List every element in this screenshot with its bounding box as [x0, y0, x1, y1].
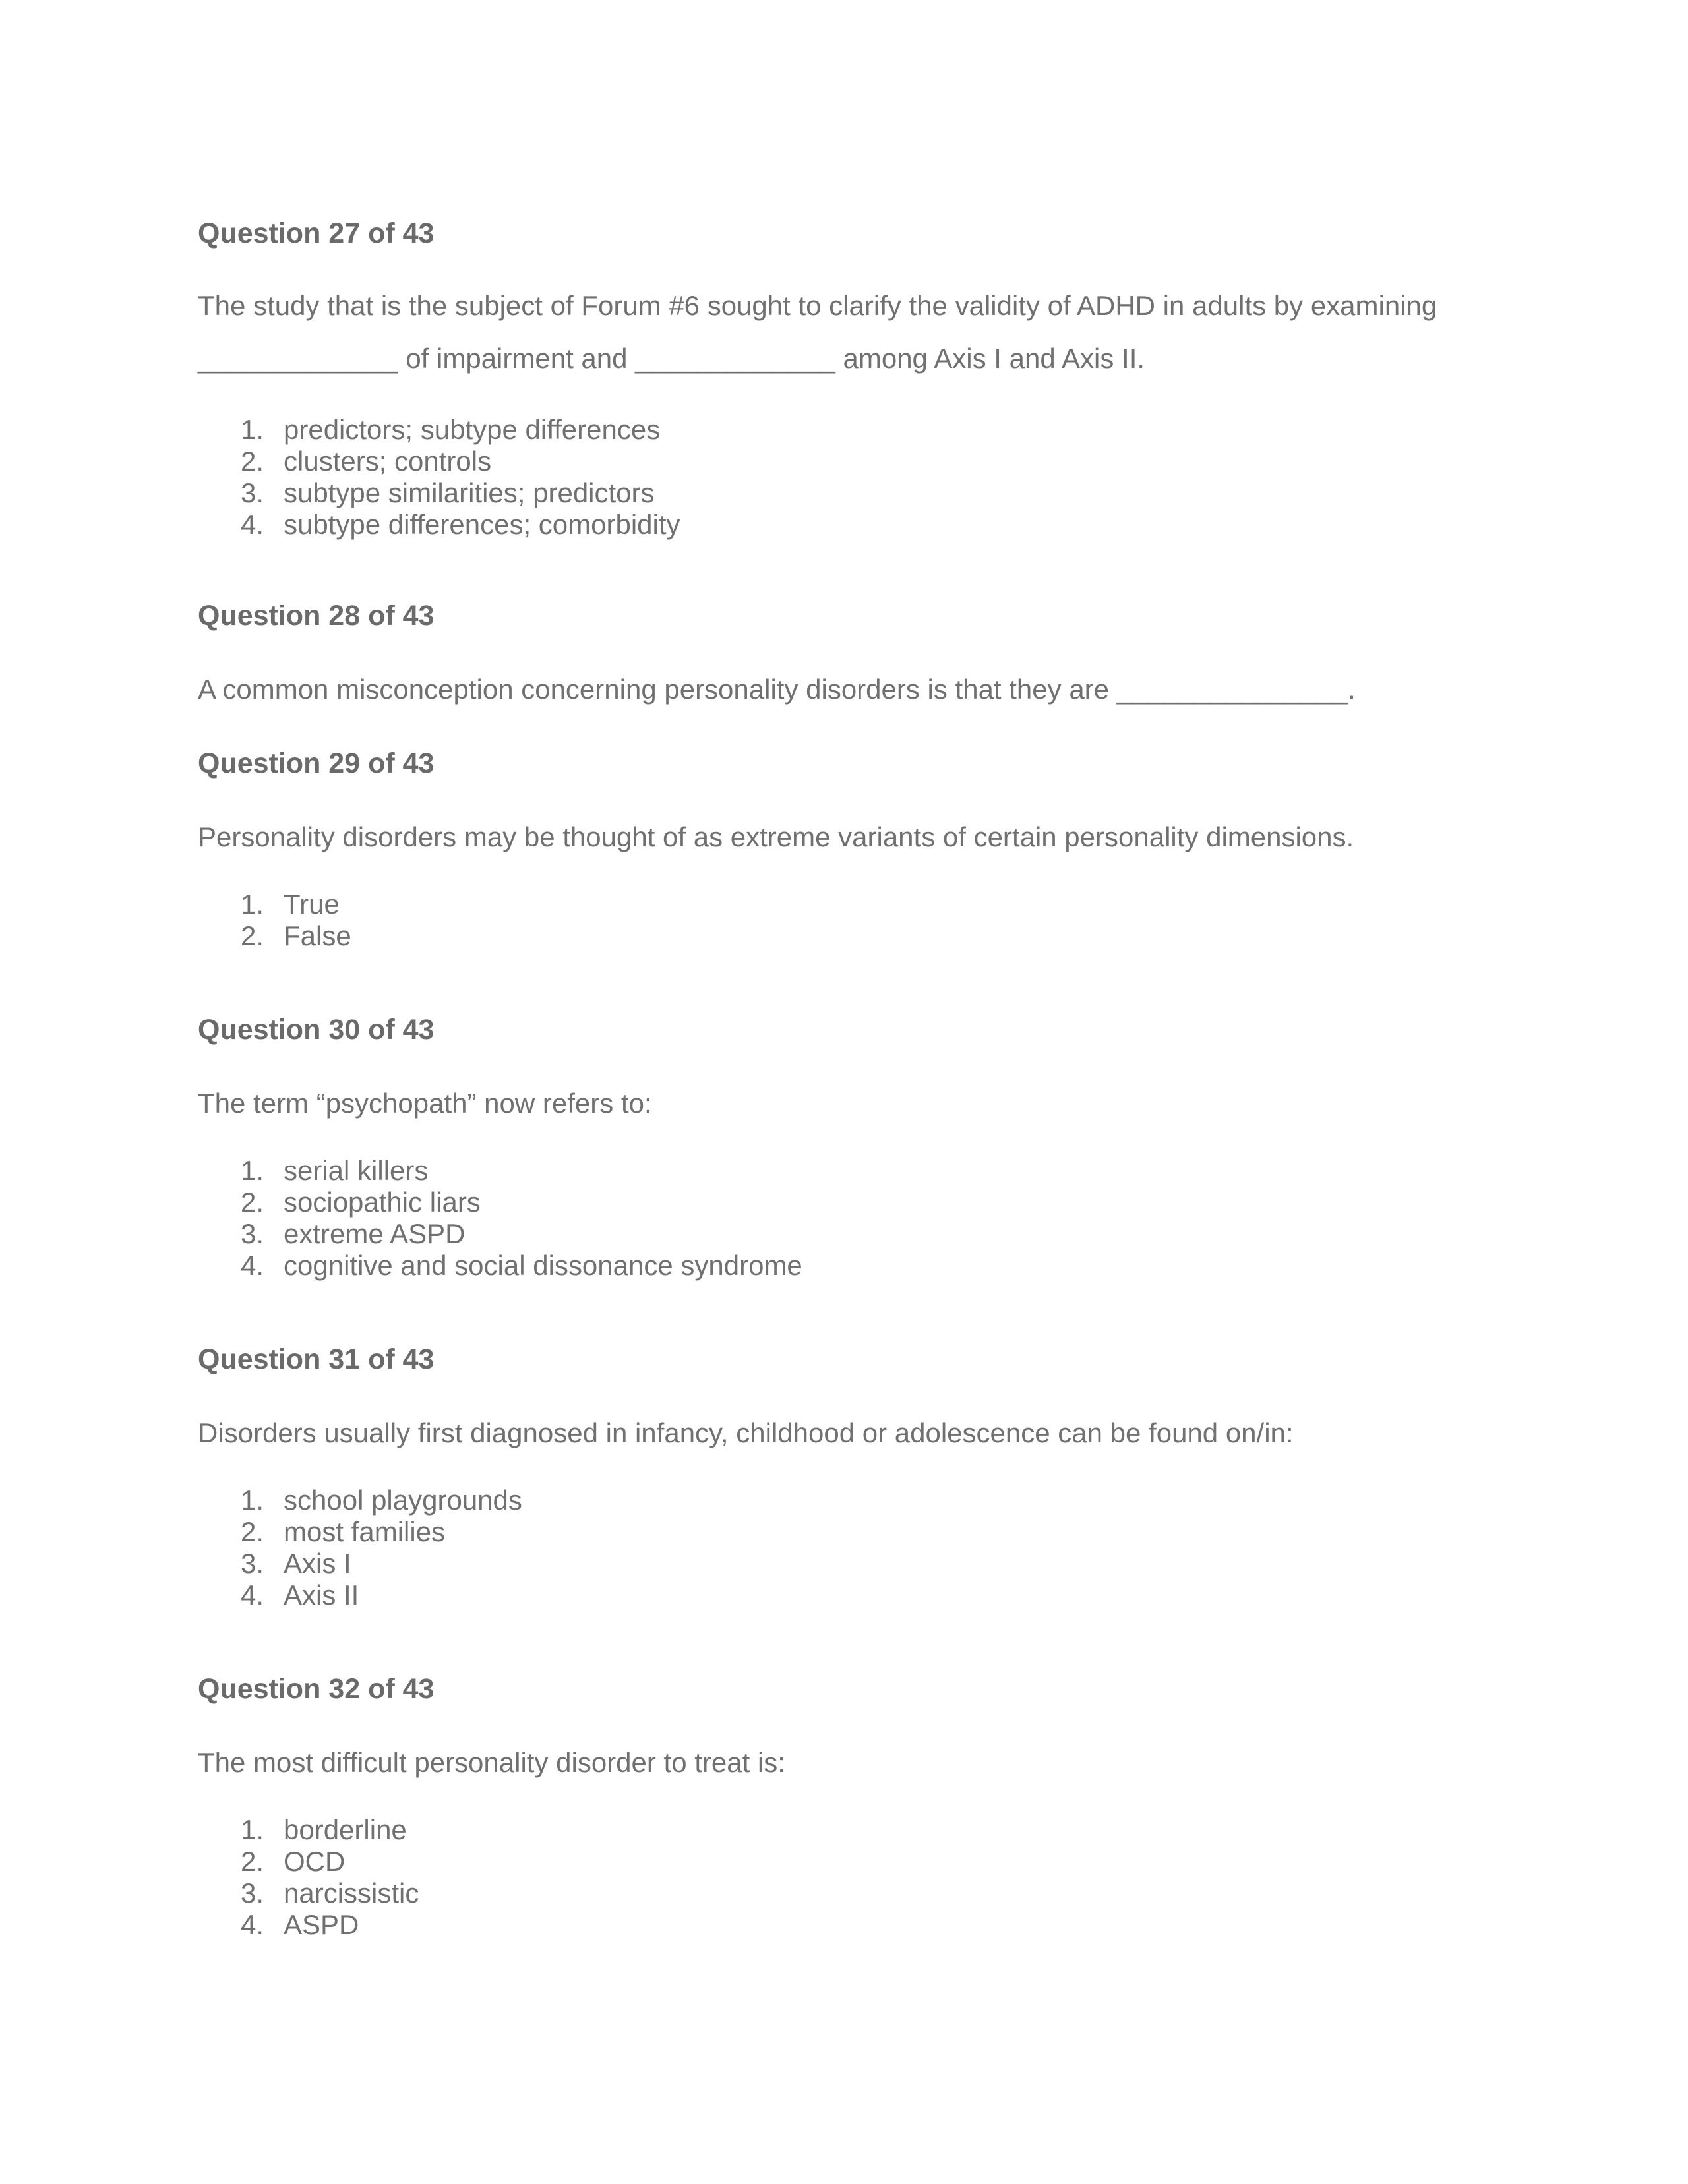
option-label: Axis II	[284, 1579, 359, 1610]
option-label: OCD	[284, 1846, 346, 1877]
option-label: subtype similarities; predictors	[284, 477, 655, 508]
option-label: subtype differences; comorbidity	[284, 509, 680, 540]
question-text-line: _____________ of impairment and _____________ among Axis I and Axis II.	[198, 343, 1145, 374]
option-number: 2.	[240, 1516, 264, 1547]
answer-option[interactable]	[240, 1250, 802, 1282]
option-label: False	[284, 920, 351, 951]
option-label: sociopathic liars	[284, 1187, 481, 1218]
option-number: 2.	[240, 1187, 264, 1218]
option-label: extreme ASPD	[284, 1218, 466, 1249]
answer-option[interactable]	[240, 1516, 522, 1548]
option-number: 4.	[240, 1579, 264, 1610]
answer-options	[240, 889, 351, 952]
option-label: ASPD	[284, 1909, 359, 1940]
answer-option[interactable]	[240, 1548, 522, 1579]
option-label: narcissistic	[284, 1877, 419, 1908]
answer-option[interactable]	[240, 1155, 802, 1187]
option-label: Axis I	[284, 1548, 351, 1579]
option-number: 4.	[240, 1909, 264, 1940]
question-text-line: A common misconception concerning personality disorders is that they are _______________.	[198, 674, 1356, 705]
question-text-line: The study that is the subject of Forum #6 sought to clarify the validity of ADHD in adults by examining	[198, 290, 1437, 321]
question-text	[198, 1407, 1294, 1460]
question-text-line: The term “psychopath” now refers to:	[198, 1088, 652, 1119]
option-label: predictors; subtype differences	[284, 414, 661, 445]
answer-option[interactable]	[240, 509, 680, 541]
question-heading: Question 29 of 43	[198, 748, 435, 779]
answer-option[interactable]	[240, 414, 680, 446]
question-text	[198, 280, 1437, 385]
question-heading: Question 30 of 43	[198, 1014, 435, 1046]
option-number: 1.	[240, 889, 264, 920]
question-heading: Question 32 of 43	[198, 1673, 435, 1705]
option-number: 3.	[240, 477, 264, 508]
option-label: clusters; controls	[284, 446, 492, 477]
question-text-line: Personality disorders may be thought of as extreme variants of certain personality dimensions.	[198, 821, 1354, 852]
question-text-line: The most difficult personality disorder to treat is:	[198, 1747, 785, 1778]
answer-option[interactable]	[240, 1846, 419, 1877]
option-number: 4.	[240, 1250, 264, 1281]
option-number: 1.	[240, 414, 264, 445]
option-label: True	[284, 889, 340, 920]
option-number: 4.	[240, 509, 264, 540]
option-number: 3.	[240, 1548, 264, 1579]
option-number: 1.	[240, 1155, 264, 1186]
option-number: 1.	[240, 1814, 264, 1845]
answer-option[interactable]	[240, 1187, 802, 1218]
question-heading: Question 28 of 43	[198, 600, 435, 632]
answer-option[interactable]	[240, 446, 680, 477]
option-label: borderline	[284, 1814, 407, 1845]
option-number: 3.	[240, 1218, 264, 1249]
option-label: school playgrounds	[284, 1485, 522, 1516]
option-number: 2.	[240, 1846, 264, 1877]
answer-option[interactable]	[240, 477, 680, 509]
question-text-line: Disorders usually first diagnosed in infancy, childhood or adolescence can be found on/in:	[198, 1417, 1294, 1448]
answer-option[interactable]	[240, 1579, 522, 1611]
option-label: cognitive and social dissonance syndrome	[284, 1250, 802, 1281]
answer-option[interactable]	[240, 889, 351, 920]
question-heading: Question 27 of 43	[198, 218, 435, 249]
option-number: 2.	[240, 446, 264, 477]
answer-option[interactable]	[240, 1909, 419, 1941]
option-number: 2.	[240, 920, 264, 951]
answer-options	[240, 1485, 522, 1611]
answer-options	[240, 1155, 802, 1282]
option-number: 3.	[240, 1877, 264, 1908]
option-number: 1.	[240, 1485, 264, 1516]
question-text	[198, 1077, 652, 1130]
question-heading: Question 31 of 43	[198, 1343, 435, 1375]
answer-option[interactable]	[240, 1218, 802, 1250]
option-label: most families	[284, 1516, 446, 1547]
answer-option[interactable]	[240, 1485, 522, 1516]
answer-option[interactable]	[240, 920, 351, 952]
answer-option[interactable]	[240, 1877, 419, 1909]
answer-options	[240, 1814, 419, 1941]
option-label: serial killers	[284, 1155, 429, 1186]
question-text	[198, 663, 1356, 716]
question-text	[198, 811, 1354, 864]
question-text	[198, 1736, 785, 1789]
answer-options	[240, 414, 680, 541]
answer-option[interactable]	[240, 1814, 419, 1846]
